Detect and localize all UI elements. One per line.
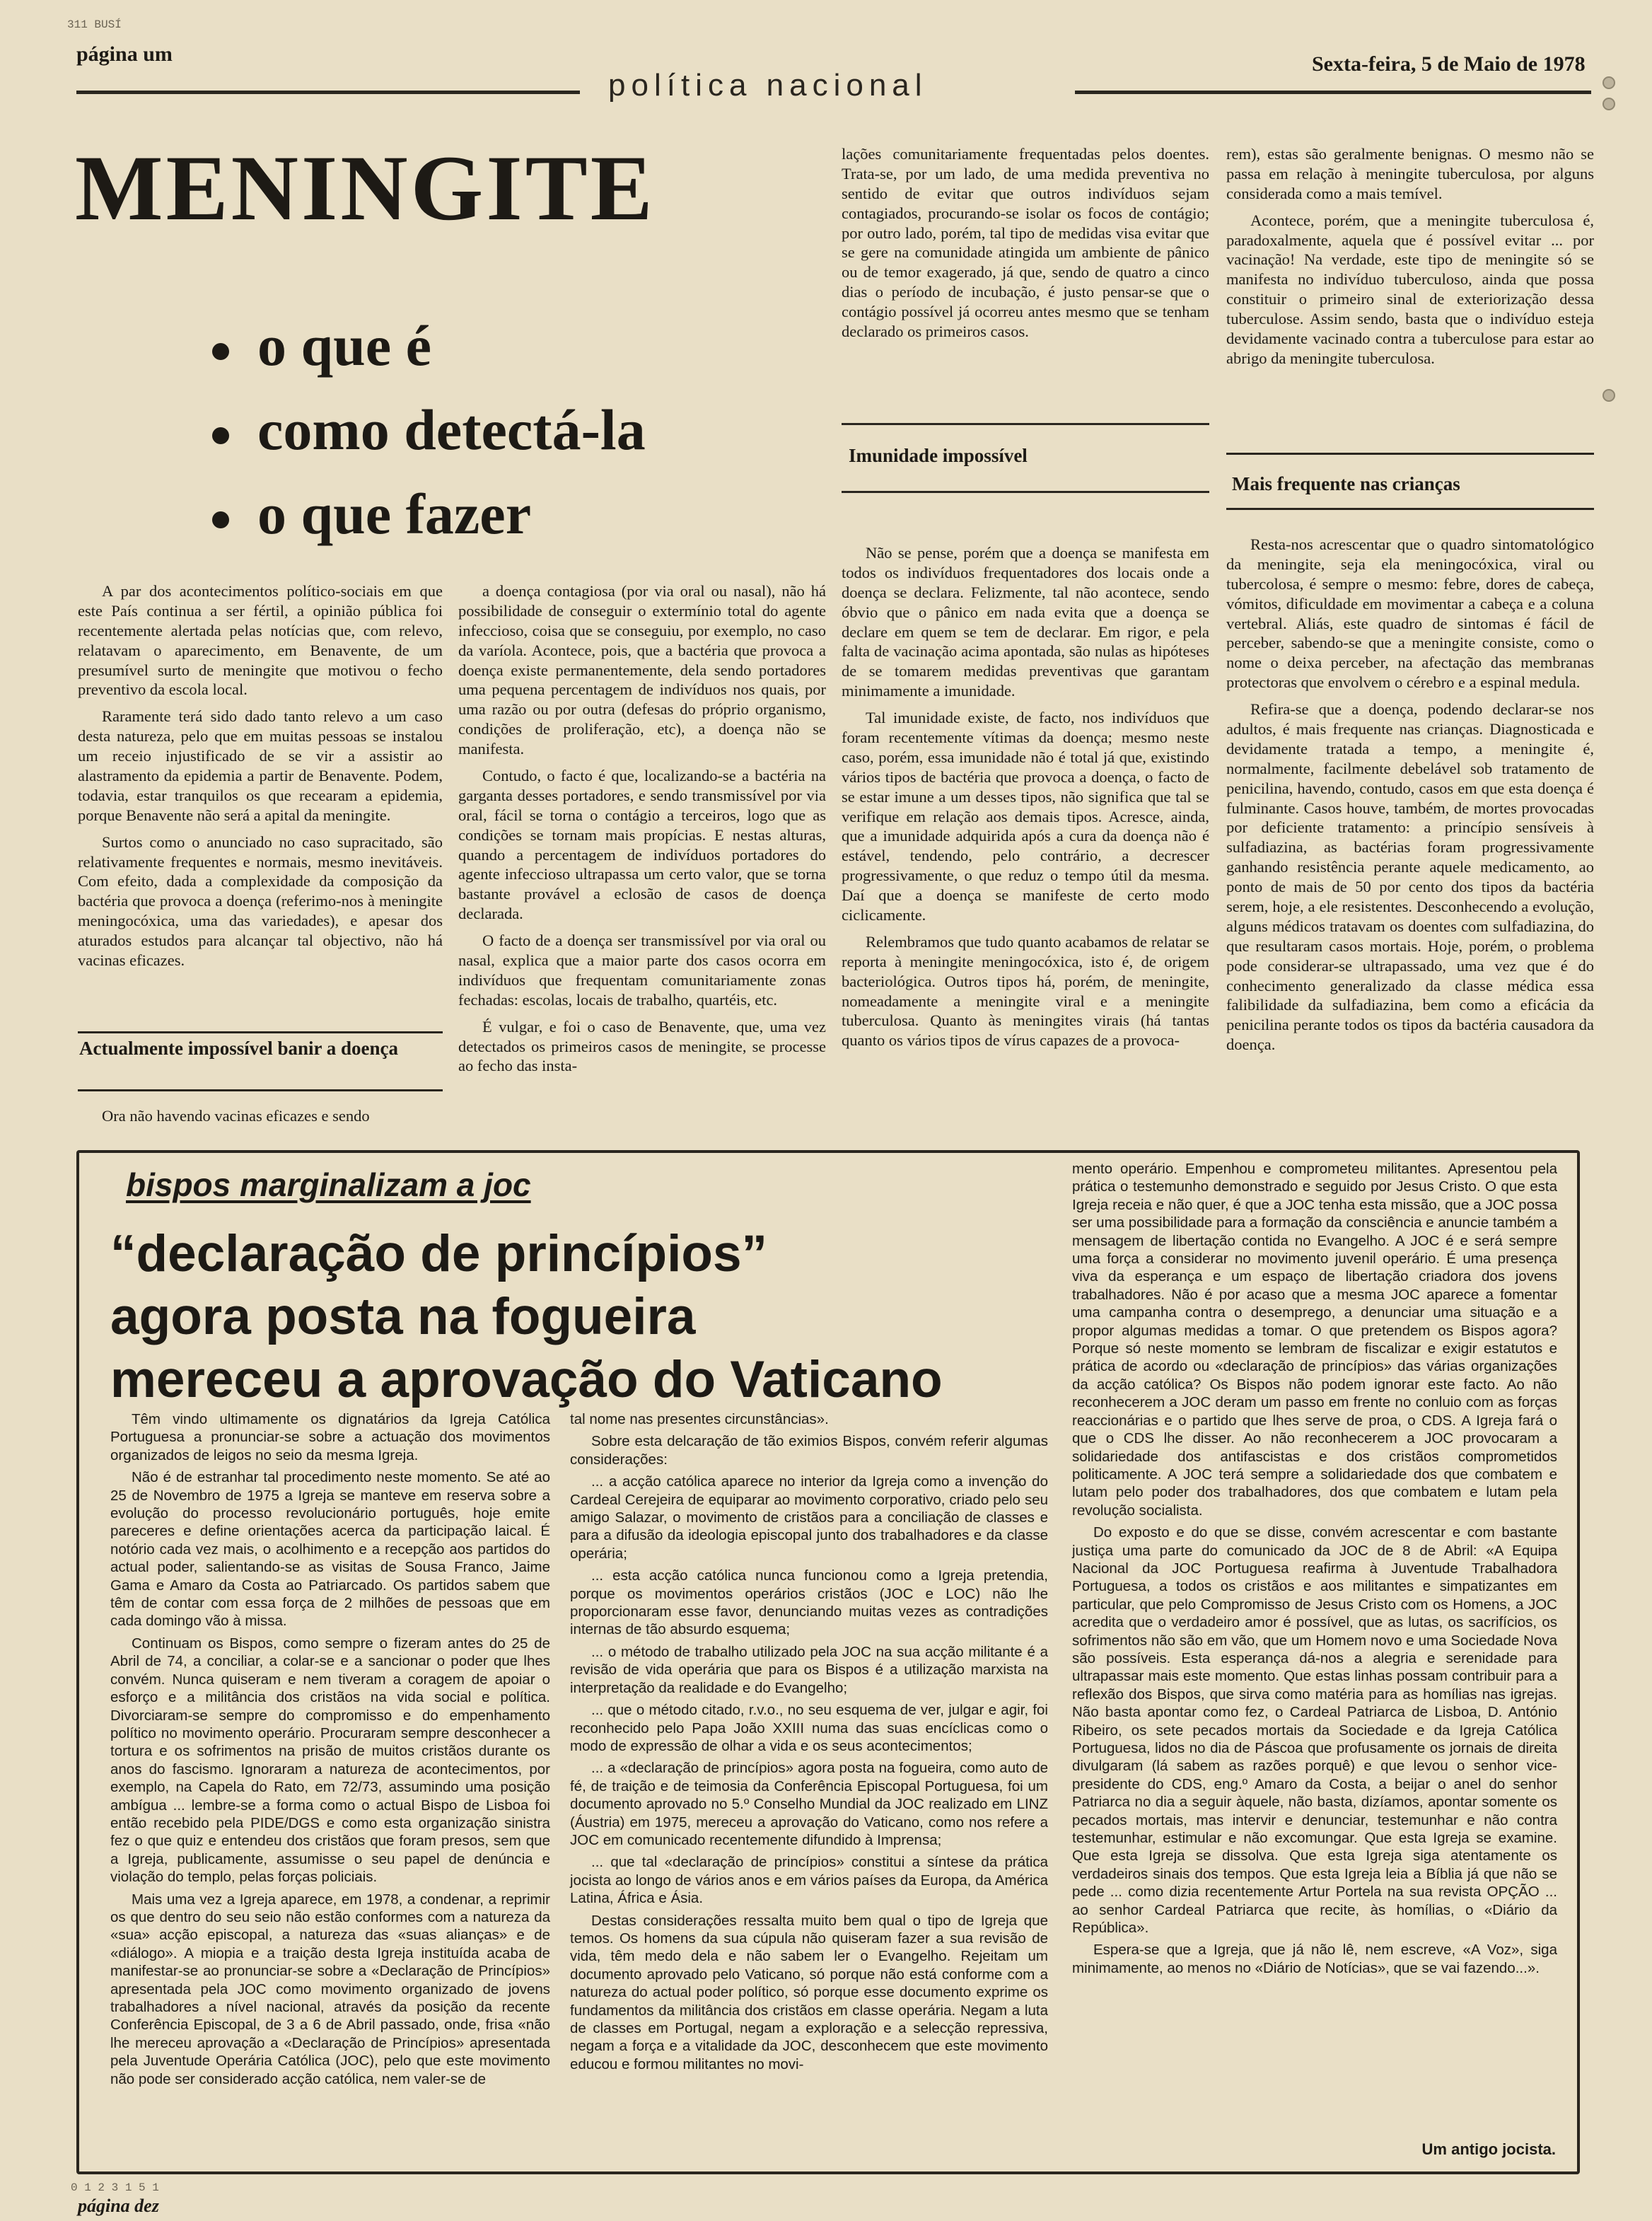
paragraph: Não se pense, porém que a doença se manifesta em todos os indivíduos frequentadores dos locais onde a doença se declara. Felizmente, tal não acontece, sendo óbvio que o pânico em nada evita que a doença se declare em quem se tem de declarar. Em rigor, e pela falta de vacinação acima apontada, são nulas as hipóteses de se tomarem medidas preventivas que garantam minimamente a imunidade.	[842, 544, 1209, 700]
article-title: MENINGITE	[75, 136, 656, 240]
paragraph: Continuam os Bispos, como sempre o fizeram antes do 25 de Abril de 74, a conciliar, a colar-se e a sancionar o poder que lhes convém. Nunca quiseram e nem tiveram a coragem de apoiar o esforço e a militância dos cristãos na vida social e política. Divorciaram-se sempre do compromisso e do empenhamento político no movimento operário. Procuraram sempre desconhecer a tortura e os sofrimentos na prisão de muitos cristãos durante os anos do fascismo. Ignoraram a natureza de acontecimentos, por exemplo, na Capela do Rato, em 72/73, assumindo uma posição ambígua ... lembre-se a forma como o actual Bispo de Lisboa foi então recebido pela PIDE/DGS e como esta organização sinistra fez o que quiz e entendeu dos cristãos que foram presos, sem que a Igreja, publicamente, assumisse o seu papel de denúncia e violação do templo, pelas forças policiais.	[110, 1635, 550, 1886]
article1-column-3b	[842, 543, 1209, 1057]
subhead-rule	[78, 1089, 443, 1091]
paragraph: Relembramos que tudo quanto acabamos de relatar se reporta à meningite meningocóxica, isto é, de origem bacteriológica. Outros tipos há, porém, de meningite, nomeadamente a meningite viral e a meningite tuberculosa. Quanto às meningites virais (há tantas quanto os vários tipos de vírus capazes de a provoca-	[842, 932, 1209, 1050]
header-rule-left	[76, 91, 580, 94]
paragraph: ... a «declaração de princípios» agora posta na fogueira, como auto de fé, de traição e de teimosia da Conferência Episcopal Portuguesa, foi um documento aprovado no 5.º Conselho Mundial da JOC realizado em LINZ (Áustria) em 1975, mereceu a aprovação do Vaticano, como nos refere a JOC em comunicado recentemente difundido à Imprensa;	[570, 1760, 1048, 1848]
subhead-rule	[1226, 508, 1594, 510]
section-title: política nacional	[608, 68, 928, 103]
paragraph: Espera-se que a Igreja, que já não lê, nem escreve, «A Voz», siga minimamente, ao menos no «Diário de Notícias», que se vai fazendo...».	[1072, 1942, 1557, 1976]
bullet-item: como detectá-la	[212, 388, 646, 472]
archive-stamp: 311 BUSÍ	[67, 18, 122, 31]
paragraph: Do exposto e do que se disse, convém acrescentar e com bastante justiça uma parte do comunicado da JOC de 8 de Abril: «A Equipa Nacional da JOC Portuguesa reafirma à Juventude Trabalhadora Portuguesa, a todos os cristãos e aos militantes e simpatizantes em particular, que pelo Compromisso de Jesus Cristo com os Homens, a JOC acredita que o verdadeiro amor é possível, que as lutas, os sacrifícios, os sofrimentos não são em vão, que um Homem novo e uma Sociedade Nova são possíveis. Esta esperança dá-nos a alegria e serenidade para ultrapassar mais este momento. Que estas linhas possam contribuir para a reflexão dos Bispos, que sirva como matéria para as homílias nas igrejas. Não basta apontar como fez, o Cardeal Patriarca de Lisboa, D. António Ribeiro, os sete pecados mortais da Sociedade e da Igreja Católica Portuguesa, lidos no dia de Páscoa que profusamente os jornais de direita divulgaram (lá sabem as razões porquê) e que levou o senhor vice-presidente do CDS, eng.º Amaro da Costa, a beijar o anel do senhor Patriarca no dia a seguir àquele, não basta, dizíamos, apontar somente os pecados mortais, mas intervir e denunciar, testemunhar e não contra testemunhar, estimular e não excomungar. Que esta Igreja se examine. Que esta Igreja se dissolva. Que esta Igreja siga atentamente os verdadeiros sinais dos tempos. Que esta Igreja leia a Bíblia já que não se pede ... como dizia recentemente Artur Portela na sua revista OPÇÃO ... ao senhor Cardeal Patriarca que recite, às homílias, o «Diário da República».	[1072, 1524, 1557, 1937]
paragraph: A par dos acontecimentos político-sociais em que este País continua a ser fértil, a opinião pública foi recentemente alertada pelas notícias que, com relevo, relatavam o aparecimento, em Benavente, de um presumível surto de meningite que motivou o fecho preventivo da escola local.	[78, 582, 443, 699]
article1-column-1	[78, 581, 443, 978]
article2-column-1	[110, 1410, 550, 2092]
paragraph: Raramente terá sido dado tanto relevo a um caso desta natureza, pelo que em muitas pessoas se instalou um receio injustificado de se vir a assistir ao alastramento da epidemia a partir de Benavente. Podem, todavia, estar tranquilos os que recearam a epidemia, porque Benavente não será a apital da meningite.	[78, 707, 443, 824]
article1-column-1-tail	[78, 1106, 443, 1133]
paragraph: Não é de estranhar tal procedimento neste momento. Se até ao 25 de Novembro de 1975 a Igreja se manteve em reserva sobre a evolução do processo revolucionário português, hoje emite pareceres e define orientações acerca da participação laical. É notório cada vez mais, o acolhimento e a recepção aos partidos do actual poder, salientando-se as visitas de Sousa Franco, Jaime Gama e Amaro da Costa ao Patriarcado. Os partidos sabem que têm de contar com essa força de 2 milhões de pessoas que em cada domingo vão à missa.	[110, 1469, 550, 1630]
article2-column-3	[1072, 1160, 1557, 1981]
article1-subhead-2: Imunidade impossível	[849, 445, 1028, 466]
paragraph: ... o método de trabalho utilizado pela JOC na sua acção militante é a revisão de vida operária que para os Bispos é a utilização marxista na interpretação da realidade e do Evangelho;	[570, 1643, 1048, 1696]
headline-line: “declaração de princípios”	[110, 1225, 768, 1282]
article1-column-4b	[1226, 535, 1594, 1062]
headline-line: agora posta na fogueira	[110, 1288, 696, 1346]
punch-hole	[1602, 76, 1615, 89]
paragraph: Refira-se que a doença, podendo declarar-se nos adultos, é mais frequente nas crianças. Diagnosticada e devidamente tratada a tempo, a meningite é, normalmente, facilmente debelável sob tratamento de penicilina, havendo, contudo, casos em que esta doença é fulminante. Casos houve, também, de mortes provocadas por deficiente tratamento: a princípio sensíveis à sulfadiazina, as bactérias foram progressivamente ganhando resistência perante aquele medicamento, ao ponto de mais de 50 por cento dos tipos da bactéria serem, hoje, a ele resistentes. Desconhecendo a evolução, alguns médicos tratavam os doentes com sulfadiazina, do que resultaram casos mortais. Hoje, porém, o problema pode considerar-se ultrapassado, uma vez que é do conhecimento generalizado da classe médica essa falibilidade da sulfadiazina, bem como a eficácia da penicilina perante todos os tipos da bactéria causadora da doença.	[1226, 700, 1594, 1054]
bullet-dot	[212, 511, 229, 528]
article1-column-2	[458, 581, 826, 1083]
paragraph: rem), estas são geralmente benignas. O mesmo não se passa em relação à meningite tuberculosa, por alguns considerada como a mais temível.	[1226, 145, 1594, 202]
paragraph: ... que o método citado, r.v.o., no seu esquema de ver, julgar e agir, foi reconhecido pelo Papa João XXIII numa das suas encíclicas como o modo de expressão de olhar a vida e os seus acontecimentos;	[570, 1702, 1048, 1754]
header-rule-right	[1075, 91, 1591, 94]
paragraph: O facto de a doença ser transmissível por via oral ou nasal, explica que a maior parte dos casos ocorra em indivíduos que frequentam comunitariamente zonas fechadas: escolas, locais de trabalho, quartéis, etc.	[458, 932, 826, 1009]
issue-date: Sexta-feira, 5 de Maio de 1978	[1312, 52, 1586, 76]
paragraph: tal nome nas presentes circunstâncias».	[570, 1411, 829, 1427]
paragraph: Ora não havendo vacinas eficazes e sendo	[102, 1107, 370, 1125]
paragraph: lações comunitariamente frequentadas pelos doentes. Trata-se, por um lado, de uma medida preventiva no sentido de evitar que outros indivíduos sejam contagiados, procurando-se isolar os focos de contágio; por outro lado, porém, tal tipo de medidas visa evitar que se gere na comunidade atingida um ambiente de pânico ou de temor exagerado, já que, sendo de quatro a cinco dias o período de incubação, é justo pensar-se que o contágio possível já ocorreu antes mesmo que se tenham declarado os primeiros casos.	[842, 145, 1209, 341]
article2-headline	[110, 1222, 1107, 1411]
article1-column-4	[1226, 144, 1594, 376]
headline-line: mereceu a aprovação do Vaticano	[110, 1351, 943, 1409]
footer-page-number: página dez	[78, 2196, 159, 2216]
paragraph: É vulgar, e foi o caso de Benavente, que, uma vez detectados os primeiros casos de meningite, se processe ao fecho das insta-	[458, 1017, 826, 1075]
paragraph: mento operário. Empenhou e comprometeu militantes. Apresentou pela prática o testemunho demonstrado e seguido por Jesus Cristo. O que esta Igreja receia e não quer, é que a JOC tenha esta missão, que a JOC possa ser uma possibilidade para a formação da consciência e anuncie também a mensagem de libertação contida no Evangelho. A JOC é e será sempre uma força a considerar no movimento juvenil operário. É uma presença viva da esperança e um espaço de libertação criadora dos jovens trabalhadores. Não é por acaso que a mesma JOC aparece a fomentar uma campanha contra o desemprego, a denunciar uma situação e a propor algumas medidas a tomar. O que pretendem os Bispos agora? Porque só neste momento se lembram de fiscalizar e exigir estatutos e prática de acordo ou «declaração de princípios» das várias organizações da acção católica? Os Bispos não podem ignorar este facto. Ao não reconhecerem a JOC deram um passo em frente no conluio com as forças reaccionárias e o partido que lhes serve de proa, o CDS. A Igreja fará o que o CDS lhe disser. Ao não reconhecerem a JOC provocaram a solidariedade dos antifascistas e dos cristãos comprometidos politicamente. A JOC terá sempre a solidariedade dos que combatem e lutam pelo poder dos trabalhadores, dos que combatem e lutam pela revolução socialista.	[1072, 1161, 1557, 1519]
bullet-dot	[212, 343, 229, 360]
article1-column-3	[842, 144, 1209, 349]
footer-stamp: 0 1 2 3 1 5 1	[71, 2181, 159, 2194]
punch-hole	[1602, 98, 1615, 110]
article1-subhead-1: Actualmente impossível banir a doença	[79, 1038, 398, 1059]
bullet-item: o que fazer	[212, 472, 646, 557]
paragraph: Resta-nos acrescentar que o quadro sintomatológico da meningite, seja ela meningocóxica, viral ou tubercolosa, é sempre o mesmo: febre, dores de cabeça, vómitos, dificuldade em movimentar a cabeça e a coluna vertebral. Aliás, este quadro de sintomas é fácil de perceber, sabendo-se que a meningite consiste, como o nome o deixa perceber, na afectação das membranas protectoras que envolvem o cérebro e a espinal medula.	[1226, 535, 1594, 692]
paragraph: Surtos como o anunciado no caso supracitado, são relativamente frequentes e normais, mesmo inevitáveis. Com efeito, dada a complexidade da composição da bactéria que provoca a doença (referimo-nos à meningite meningocóxica, uma das variedades), e apesar dos aturados estudos para alcançar tal objectivo, não há vacinas eficazes.	[78, 833, 443, 970]
masthead: página um	[76, 42, 173, 66]
bullet-dot	[212, 427, 229, 444]
article1-subhead-3: Mais frequente nas crianças	[1232, 473, 1460, 494]
paragraph: Acontece, porém, que a meningite tuberculosa é, paradoxalmente, aquela que é possível evitar ... por vacinação! Na verdade, este tipo de meningite só se manifesta no indivíduo tuberculoso, ainda que possa constituir o primeiro sinal de exteriorização dessa tuberculose. Assim sendo, basta que o indivíduo esteja devidamente vacinado contra a tuberculose para estar ao abrigo da meningite tuberculosa.	[1226, 211, 1594, 367]
article2-column-2	[570, 1410, 1048, 2077]
paragraph: Destas considerações ressalta muito bem qual o tipo de Igreja que temos. Os homens da sua cúpula não quiseram fazer a sua revisão de vida, têm medo dela e não sabem ler o Evangelho. Rejeitam um documento aprovado pelo Vaticano, só porque não está conforme com a natureza do actual poder político, só porque esse documento exprime os fundamentos da militância dos cristãos em classe operária. Negam a luta de classes em Portugal, negam a exploração e a selecção repressiva, negam a força e a vitalidade da JOC, desconhecem que este movimento educou e formou militantes no movi-	[570, 1912, 1048, 2072]
subhead-rule	[78, 1031, 443, 1033]
subhead-rule	[842, 491, 1209, 493]
article-bullets	[212, 304, 646, 557]
article2-signature: Um antigo jocista.	[1421, 2140, 1556, 2158]
bullet-item: o que é	[212, 304, 646, 388]
paragraph: Têm vindo ultimamente os dignatários da Igreja Católica Portuguesa a pronunciar-se sobre a actuação dos movimentos organizados de leigos no seio da mesma Igreja.	[110, 1411, 550, 1463]
punch-hole	[1602, 389, 1615, 402]
paragraph: ... esta acção católica nunca funcionou como a Igreja pretendia, porque os movimentos operários cristãos (JOC e LOC) não lhe proporcionaram esse favor, denunciando muitas vezes as contradições internas de tão absurdo esquema;	[570, 1567, 1048, 1638]
paragraph: ... a acção católica aparece no interior da Igreja como a invenção do Cardeal Cerejeira de equiparar ao movimento corporativo, criado pelo seu amigo Salazar, o movimento de cristãos para a conciliação de classes e para a difusão da ideologia episcopal junto dos trabalhadores e da classe operária;	[570, 1473, 1048, 1562]
paragraph: ... que tal «declaração de princípios» constitui a síntese da prática jocista ao longo de vários anos e em vários países da Europa, da América Latina, África e Ásia.	[570, 1854, 1048, 1907]
subhead-rule	[1226, 453, 1594, 455]
article2-kicker: bispos marginalizam a joc	[126, 1166, 531, 1203]
paragraph: a doença contagiosa (por via oral ou nasal), não há possibilidade de conseguir o extermínio total do agente infeccioso, coisa que se conseguiu, por exemplo, no caso da varíola. Acontece, pois, que a bactéria que provoca a doença existe permanentemente, dela sendo portadores uma pequena percentagem de indivíduos nos quais, por uma razão ou por outra (defesas do próprio organismo, condições de proliferação, etc), a doença não se manifesta.	[458, 582, 826, 758]
paragraph: Mais uma vez a Igreja aparece, em 1978, a condenar, a reprimir os que dentro do seu seio não estão conformes com a natureza da «sua» acção episcopal, a natureza das «suas alianças» e de «diálogo». A miopia e a traição desta Igreja instituída acaba de manifestar-se ao pronunciar-se sobre a «Declaração de Princípios» apresentada pela JOC como movimento organizado de jovens trabalhadores a nível nacional, através da posição da recente Conferência Episcopal, de 3 a 6 de Abril passado, onde, frisa «não lhe mereceu aprovação a «Declaração de Princípios» apresentada pela Juventude Operária Católica (JOC), pelo que este movimento não pode ser considerado acção católica, nem valer-se de	[110, 1891, 550, 2087]
subhead-rule	[842, 423, 1209, 425]
paragraph: Tal imunidade existe, de facto, nos indivíduos que foram recentemente vítimas da doença; mesmo neste caso, porém, essa imunidade não é total já que, existindo vários tipos de bactéria que provoca a doença, o facto de se estar imune a um desses tipos, não significa que tal se verifique em relação aos demais tipos. Acresce, ainda, que a imunidade adquirida após a cura da doença não é estável, tendendo, pelo contrário, a decrescer progressivamente, o que reduz o tempo útil da mesma. Daí que a doença se manifeste de certo modo ciclicamente.	[842, 709, 1209, 924]
paragraph: Sobre esta delcaração de tão eximios Bispos, convém referir algumas considerações:	[570, 1433, 1048, 1468]
paragraph: Contudo, o facto é que, localizando-se a bactéria na garganta desses portadores, e sendo transmissível por via oral, fácil se torna o contágio a terceiros, logo que as condições se tornam mais propícias. E nestas alturas, quando a percentagem de indivíduos portadores do agente infeccioso ultrapassa um certo valor, que se torna bastante provável a eclosão de casos de doença declarada.	[458, 767, 826, 923]
